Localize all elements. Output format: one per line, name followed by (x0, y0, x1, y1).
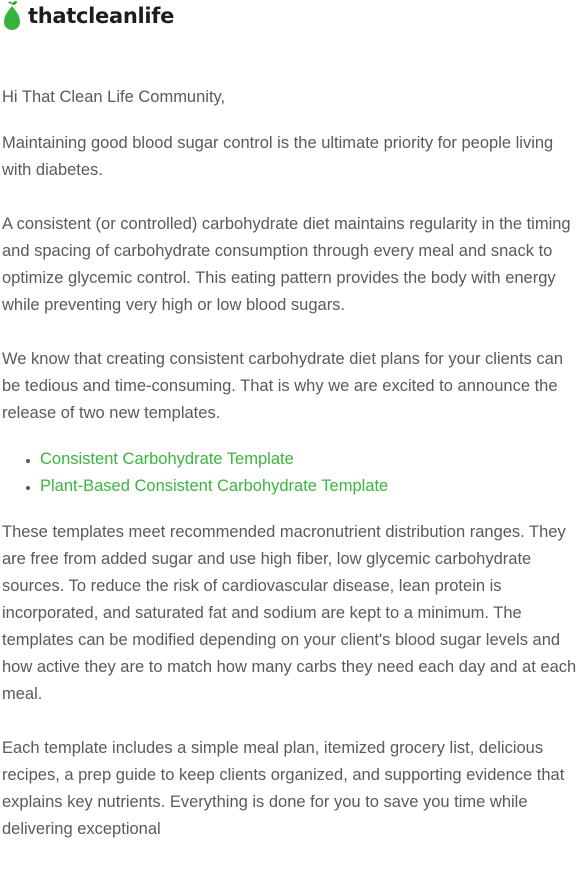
template-list (2, 446, 580, 500)
leaf-drop-icon (2, 1, 22, 31)
list-item (40, 473, 580, 500)
email-body (2, 84, 580, 870)
email-header (2, 0, 174, 32)
paragraph-intro: Maintaining good blood sugar control is the ultimate priority for people living with diabetes. (2, 134, 554, 179)
paragraph-diet-explanation: A consistent (or controlled) carbohydrate diet maintains regularity in the timing and spacing of carbohydrate consumption through every meal and snack to optimize glycemic control. This eating pattern provides the body with energy while preventing very high or low blood sugars. (2, 215, 571, 314)
template-link-consistent-carb[interactable]: Consistent Carbohydrate Template (40, 450, 294, 468)
paragraph-announcement: We know that creating consistent carbohydrate diet plans for your clients can be tedious and time-consuming. That is why we are excited to announce the release of two new templates. (2, 350, 563, 422)
paragraph-template-details: These templates meet recommended macronutrient distribution ranges. They are free from added sugar and use high fiber, low glycemic carbohydrate sources. To reduce the risk of cardiovascular disease, lean protein is incorporated, and saturated fat and sodium are kept to a minimum. The templates can be modified depending on your client's blood sugar levels and how active they are to match how many carbs they need each day and at each meal. (2, 523, 577, 703)
list-item (40, 446, 580, 473)
template-link-plant-based[interactable]: Plant-Based Consistent Carbohydrate Template (40, 477, 389, 495)
paragraph-template-contents: Each template includes a simple meal plan, itemized grocery list, delicious recipes, a prep guide to keep clients organized, and supporting evidence that explains key nutrients. Everything is done for you to save you time while delivering exceptional (2, 739, 565, 838)
brand-logo-text[interactable]: thatcleanlife (28, 4, 175, 28)
greeting: Hi That Clean Life Community, (2, 88, 226, 106)
